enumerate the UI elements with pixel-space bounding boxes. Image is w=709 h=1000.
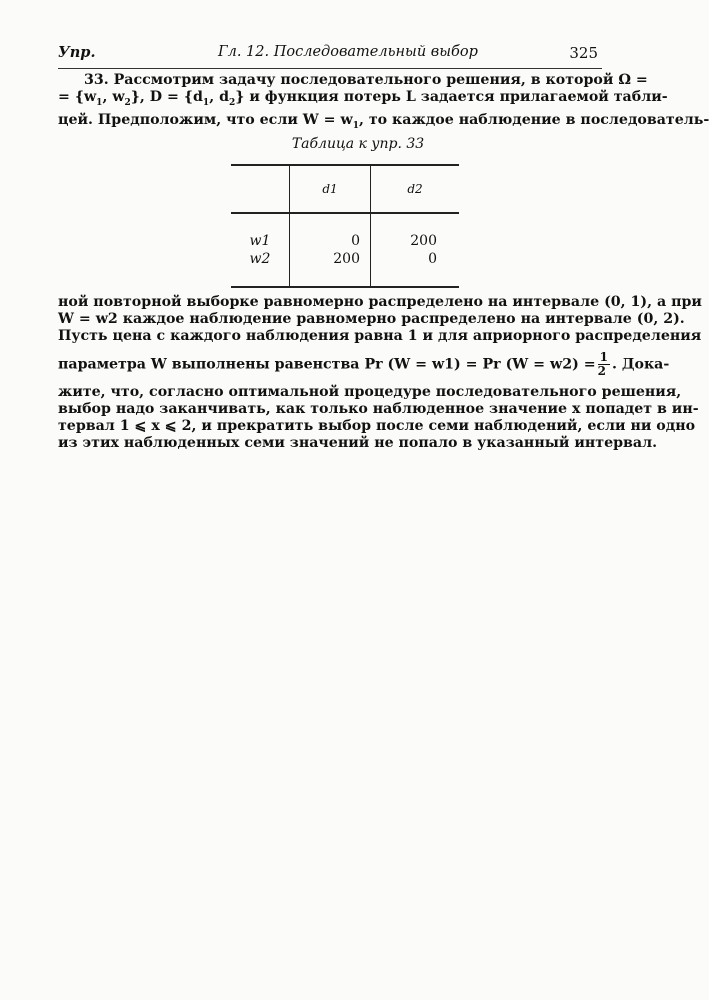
fraction-one-half: $\frac{1}{2}$ (597, 350, 608, 378)
exercise-continuation (58, 294, 702, 452)
text-line: Пусть цена c каждого наблюдения равна 1 и для априорного распределения (58, 328, 702, 344)
row-label-w1: w1 (249, 233, 271, 249)
intro-line-1: 33. Рассмотрим задачу последовательного решения, в которой Ω = (84, 72, 648, 88)
intro-line-2: = {$w_1$, $w_2$}, $D = \{d_1$, $d_2$} и функция потерь L задается прилагаемой табли- (58, 89, 668, 108)
text-line-with-fraction: параметра W выполнены равенства Pr (W = w1) = Pr (W = w2) = $\frac{1}{2}$ . Дока- (58, 350, 670, 378)
cell-w2-d1: 200 (290, 250, 371, 268)
table-row (231, 250, 459, 268)
column-header-d2: d2 (371, 165, 460, 213)
table-caption: Таблица к упр. 33 (291, 136, 425, 152)
header-chapter-title: Гл. 12. Последовательный выбор (218, 44, 478, 60)
text-line: W = w2 каждое наблюдение равномерно распределено на интервале (0, 2). (58, 311, 685, 327)
page-number: 325 (569, 44, 598, 62)
table-header-row (231, 165, 459, 213)
table-row (231, 232, 459, 250)
exercise-intro (58, 72, 709, 135)
header-left: Упр. (58, 44, 96, 61)
running-header (58, 44, 602, 69)
loss-table (231, 164, 459, 288)
row-label-w2: w2 (249, 251, 271, 267)
cell-w2-d2: 0 (428, 251, 437, 267)
cell-w1-d2: 200 (410, 233, 437, 249)
intro-line-3: цей. Предположим, что если $W = w_1$, то каждое наблюдение в последователь- (58, 111, 709, 131)
text-line: жите, что, согласно оптимальной процедуре последовательного решения, (58, 384, 682, 400)
cell-w1-d1: 0 (290, 232, 371, 250)
text-line: выбор надо заканчивать, как только наблюденное значение x попадет в ин- (58, 401, 699, 417)
text-line: тервал 1 ⩽ x ⩽ 2, и прекратить выбор после семи наблюдений, если ни одно (58, 418, 696, 434)
column-header-d1: d1 (290, 165, 371, 213)
text-line: ной повторной выборке равномерно распределено на интервале (0, 1), а при (58, 294, 702, 310)
text-line: из этих наблюденных семи значений не попало в указанный интервал. (58, 435, 658, 451)
